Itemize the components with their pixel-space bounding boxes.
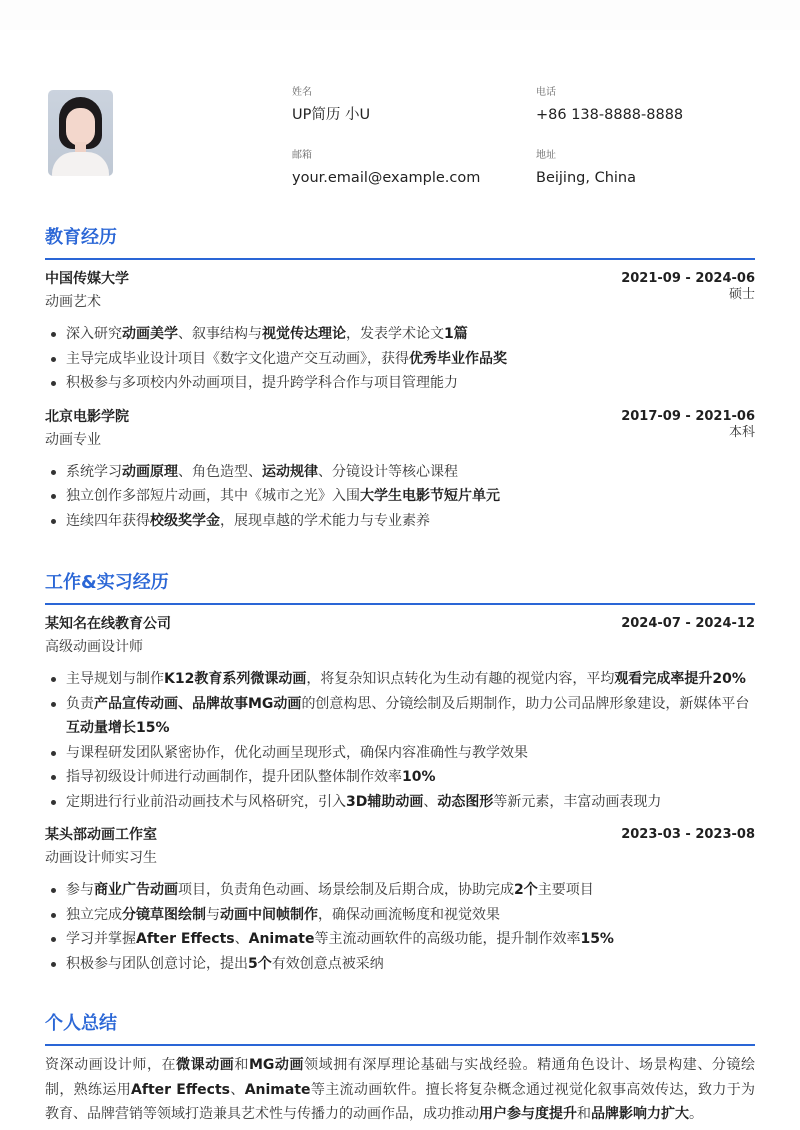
bullet-item: 独立创作多部短片动画，其中《城市之光》入围大学生电影节短片单元	[45, 484, 755, 509]
degree: 本科	[728, 424, 755, 440]
education-title: 教育经历	[45, 227, 117, 248]
bullet-list	[45, 460, 755, 534]
education-entry	[45, 268, 755, 396]
bullet-list	[45, 878, 755, 976]
school-name: 中国传媒大学	[45, 271, 129, 287]
job-role: 动画设计师实习生	[45, 850, 157, 866]
bullet-list	[45, 667, 755, 814]
profile-header	[45, 0, 755, 200]
date-range: 2017-09 - 2021-06	[621, 408, 755, 424]
work-entry	[45, 824, 755, 976]
education-entry	[45, 406, 755, 534]
bullet-item: 与课程研发团队紧密协作，优化动画呈现形式，确保内容准确性与教学效果	[45, 741, 755, 766]
field-email-value: your.email@example.com	[292, 170, 481, 186]
bullet-item: 定期进行行业前沿动画技术与风格研究，引入3D辅助动画、动态图形等新元素，丰富动画表现力	[45, 790, 755, 815]
section-divider	[45, 258, 755, 260]
work-section	[45, 570, 755, 976]
bullet-item: 主导规划与制作K12教育系列微课动画，将复杂知识点转化为生动有趣的视觉内容，平均观看完成率提升20%	[45, 667, 755, 692]
bullet-item: 参与商业广告动画项目，负责角色动画、场景绘制及后期合成，协助完成2个主要项目	[45, 878, 755, 903]
bullet-item: 学习并掌握After Effects、Animate等主流动画软件的高级功能，提升制作效率15%	[45, 927, 755, 952]
field-name-label: 姓名	[292, 87, 312, 98]
date-range: 2021-09 - 2024-06	[621, 271, 755, 286]
field-address-label: 地址	[536, 150, 556, 161]
bullet-list	[45, 322, 755, 396]
school-name: 北京电影学院	[45, 408, 129, 425]
education-section	[45, 225, 755, 533]
field-phone-value: +86 138-8888-8888	[536, 107, 684, 123]
section-divider	[45, 603, 755, 605]
date-range: 2023-03 - 2023-08	[621, 827, 755, 842]
bullet-item: 积极参与团队创意讨论，提出5个有效创意点被采纳	[45, 952, 755, 977]
profile-photo	[48, 90, 113, 176]
summary-text: 资深动画设计师，在微课动画和MG动画领域拥有深厚理论基础与实战经验。精通角色设计、场景构建、分镜绘制，熟练运用After Effects、Animate等主流动画软件。擅长将复杂概念通过视觉化叙事高效传达，致力于为教育、品牌营销等领域打造兼具艺术性与传播力的动画作品，成功推动用户参与度提升和品牌影响力扩大。	[45, 1057, 756, 1122]
field-phone	[536, 86, 683, 125]
summary-title: 个人总结	[45, 1013, 117, 1034]
bullet-item: 系统学习动画原理、角色造型、运动规律、分镜设计等核心课程	[45, 460, 755, 485]
job-role: 高级动画设计师	[45, 639, 143, 655]
work-title: 工作&实习经历	[45, 572, 169, 593]
company-name: 某知名在线教育公司	[45, 616, 171, 632]
bullet-item: 负责产品宣传动画、品牌故事MG动画的创意构思、分镜绘制及后期制作，助力公司品牌形象建设，新媒体平台互动量增长15%	[45, 692, 755, 741]
section-divider	[45, 1044, 755, 1046]
field-name	[292, 86, 370, 125]
major: 动画专业	[45, 431, 101, 448]
date-range: 2024-07 - 2024-12	[621, 616, 755, 631]
field-name-value: UP简历 小U	[292, 107, 371, 123]
field-address-value: Beijing, China	[536, 170, 636, 186]
bullet-item: 积极参与多项校内外动画项目，提升跨学科合作与项目管理能力	[45, 371, 755, 396]
summary-section	[45, 1011, 755, 1127]
field-email-label: 邮箱	[292, 150, 312, 161]
photo-body-shape	[52, 152, 109, 176]
field-phone-label: 电话	[536, 87, 556, 98]
major: 动画艺术	[45, 294, 101, 310]
bullet-item: 深入研究动画美学、叙事结构与视觉传达理论，发表学术论文1篇	[45, 322, 755, 347]
bullet-item: 连续四年获得校级奖学金，展现卓越的学术能力与专业素养	[45, 509, 755, 534]
bullet-item: 独立完成分镜草图绘制与动画中间帧制作，确保动画流畅度和视觉效果	[45, 903, 755, 928]
company-name: 某头部动画工作室	[45, 827, 157, 843]
photo-face-shape	[66, 108, 95, 146]
field-address	[536, 149, 636, 188]
degree: 硕士	[728, 287, 755, 302]
work-entry	[45, 613, 755, 814]
field-email	[292, 149, 480, 188]
bullet-item: 指导初级设计师进行动画制作，提升团队整体制作效率10%	[45, 765, 755, 790]
bullet-item: 主导完成毕业设计项目《数字文化遗产交互动画》，获得优秀毕业作品奖	[45, 347, 755, 372]
